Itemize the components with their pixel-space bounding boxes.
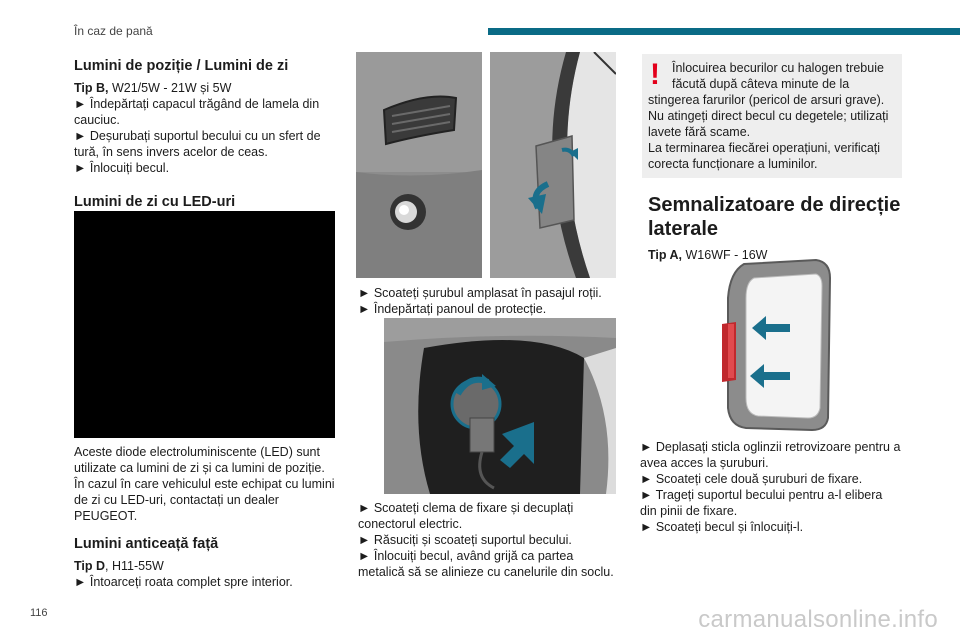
column-right-lower (640, 439, 902, 535)
tip-b-line (74, 80, 340, 96)
heading-led: Lumini de zi cu LED-uri (74, 194, 236, 210)
led-paragraph-2: În cazul în care vehiculul este echipat cu lumini de zi cu LED-uri, contactați un dealer PEUGEOT. (74, 477, 335, 523)
column-middle-upper (358, 285, 620, 317)
step-replace-bulb: ► Înlocuiți becul. (74, 161, 170, 175)
warning-line-2: făcută după câteva minute de la (672, 77, 850, 91)
page-number: 116 (30, 607, 48, 619)
step-remove-screws: ► Scoateți cele două șuruburi de fixare. (640, 472, 863, 486)
step-remove-clip: ► Scoateți clema de fixare și decuplați conectorul electric. (358, 501, 574, 531)
mirror-image (720, 258, 832, 434)
step-move-mirror-glass: ► Deplasați sticla oglinzii retrovizoare pentru a avea acces la șuruburi. (640, 440, 901, 470)
step-pull-holder: ► Trageți suportul becului pentru a-l elibera din pinii de fixare. (640, 488, 883, 518)
warning-box (642, 54, 902, 178)
column-left (74, 58, 340, 210)
warning-rest: stingerea farurilor (pericol de arsuri grave). (648, 93, 885, 107)
tip-d-line (74, 558, 344, 574)
column-left-lower (74, 444, 344, 590)
step-replace-indicator-bulb: ► Scoateți becul și înlocuiți-l. (640, 520, 804, 534)
step-remove-panel: ► Îndepărtați panoul de protecție. (358, 302, 547, 316)
fog-lamp-bumper-image (356, 52, 482, 278)
warning-text (648, 60, 898, 172)
step-remove-screw: ► Scoateți șurubul amplasat în pasajul roții. (358, 286, 602, 300)
tip-a-label: Tip A, (648, 248, 683, 262)
warning-paragraph-3: La terminarea fiecărei operațiuni, verificați corecta funcționare a luminilor. (648, 141, 881, 171)
tip-b-value: W21/5W - 21W și 5W (108, 81, 232, 95)
column-right-upper (648, 193, 910, 263)
tip-d-value: , H11-55W (105, 559, 164, 573)
heading-pozitie: Lumini de poziție / Lumini de zi (74, 58, 289, 74)
header-accent-bar (488, 28, 960, 35)
section-title: În caz de pană (74, 24, 153, 38)
column-middle-lower (358, 500, 620, 580)
tip-b-label: Tip B, (74, 81, 109, 95)
led-image-placeholder (74, 211, 335, 438)
led-paragraph-1: Aceste diode electroluminiscente (LED) sunt utilizate ca lumini de zi și ca lumini de poziție. (74, 445, 325, 475)
step-turn-wheel: ► Întoarceți roata complet spre interior. (74, 575, 293, 589)
warning-icon: ! (650, 58, 660, 91)
tip-a-value: W16WF - 16W (682, 248, 768, 262)
step-unscrew-holder: ► Deșurubați suportul becului cu un sfert de tură, în sens invers acelor de ceas. (74, 129, 321, 159)
watermark: carmanualsonline.info (698, 606, 938, 633)
heading-semnalizatoare: Semnalizatoare de direcție laterale (648, 194, 901, 240)
fog-lamp-connector-image (384, 318, 616, 494)
warning-line-1: Înlocuirea becurilor cu halogen trebuie (672, 61, 884, 75)
wheel-arch-panel-image (490, 52, 616, 278)
step-twist-holder: ► Răsuciți și scoateți suportul becului. (358, 533, 572, 547)
tip-d-label: Tip D (74, 559, 106, 573)
step-remove-cap: ► Îndepărtați capacul trăgând de lamela din cauciuc. (74, 97, 320, 127)
heading-anticeata: Lumini anticeață față (74, 536, 219, 552)
warning-paragraph-2: Nu atingeți direct becul cu degetele; utilizați lavete fără scame. (648, 109, 889, 139)
step-replace-fog-bulb: ► Înlocuiți becul, având grijă ca partea metalică să se alinieze cu canelurile din soclu. (358, 549, 614, 579)
